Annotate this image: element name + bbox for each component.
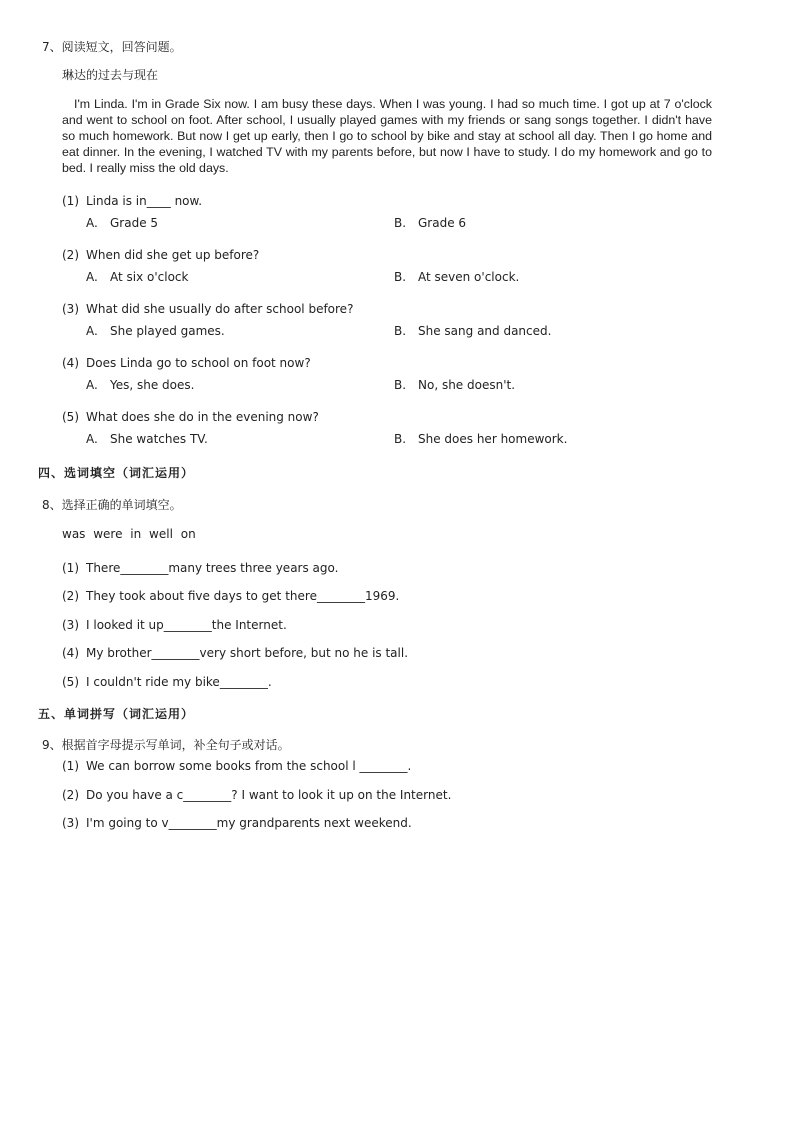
option-b[interactable]: She sang and danced. <box>418 324 552 338</box>
item-text: Linda is in____ now. <box>86 194 203 208</box>
item-number: (5) <box>62 675 79 689</box>
item-number: (3) <box>62 618 79 632</box>
section-heading-5: 五、单词拼写（词汇运用） <box>38 707 195 721</box>
question-9-header <box>42 738 290 753</box>
option-a-label[interactable]: A. <box>86 324 98 338</box>
option-b[interactable]: Grade 6 <box>418 216 467 230</box>
item-number: (4) <box>62 646 79 660</box>
item-number: (1) <box>62 561 79 575</box>
option-a[interactable]: She played games. <box>110 324 225 338</box>
item-text: Do you have a c________? I want to look it up on the Internet. <box>86 788 452 802</box>
option-a-label[interactable]: A. <box>86 432 98 446</box>
item-text: What does she do in the evening now? <box>86 410 319 424</box>
question-8-header <box>42 498 182 513</box>
section-heading-4: 四、选词填空（词汇运用） <box>38 466 195 480</box>
item-text: We can borrow some books from the school l ________. <box>86 759 412 773</box>
option-a-label[interactable]: A. <box>86 216 98 230</box>
word-bank: was were in well on <box>62 527 196 541</box>
item-text: Does Linda go to school on foot now? <box>86 356 311 370</box>
option-a[interactable]: Yes, she does. <box>110 378 195 392</box>
item-number: (3) <box>62 302 79 316</box>
question-number: 9、 <box>42 738 62 752</box>
question-number: 7、 <box>42 40 62 54</box>
option-b[interactable]: At seven o'clock. <box>418 270 520 284</box>
passage-title: 琳达的过去与现在 <box>62 68 159 82</box>
option-b[interactable]: No, she doesn't. <box>418 378 516 392</box>
item-number: (2) <box>62 589 79 603</box>
item-number: (1) <box>62 759 79 773</box>
item-number: (2) <box>62 788 79 802</box>
item-text: When did she get up before? <box>86 248 260 262</box>
item-text: There________many trees three years ago. <box>86 561 339 575</box>
option-b[interactable]: She does her homework. <box>418 432 568 446</box>
item-text: They took about five days to get there________1969. <box>86 589 400 603</box>
item-text: What did she usually do after school before? <box>86 302 354 316</box>
item-text: I couldn't ride my bike________. <box>86 675 272 689</box>
option-a-label[interactable]: A. <box>86 378 98 392</box>
option-b-label[interactable]: B. <box>394 270 407 284</box>
question-number: 8、 <box>42 498 62 512</box>
option-b-label[interactable]: B. <box>394 216 407 230</box>
item-number: (2) <box>62 248 79 262</box>
option-a[interactable]: At six o'clock <box>110 270 189 284</box>
option-a[interactable]: Grade 5 <box>110 216 159 230</box>
option-b-label[interactable]: B. <box>394 378 407 392</box>
option-a[interactable]: She watches TV. <box>110 432 208 446</box>
item-number: (1) <box>62 194 79 208</box>
item-text: I'm going to v________my grandparents next weekend. <box>86 816 412 830</box>
item-number: (3) <box>62 816 79 830</box>
option-a-label[interactable]: A. <box>86 270 98 284</box>
question-7-header <box>42 40 182 55</box>
item-number: (4) <box>62 356 79 370</box>
question-instruction: 阅读短文，回答问题。 <box>61 40 182 54</box>
option-b-label[interactable]: B. <box>394 432 407 446</box>
question-instruction: 选择正确的单词填空。 <box>61 498 182 512</box>
reading-passage: I'm Linda. I'm in Grade Six now. I am busy these days. When I was young. I had so much time. I got up at 7 o'clock and went to school on foot. After school, I usually played games with my friends or sang songs together. I didn't have so much homework. But now I get up early, then I go to school by bike and stay at school all day. Then I go home and eat dinner. In the evening, I watched TV with my parents before, but now I have to study. I do my homework and go to bed. I really miss the old days. <box>62 97 712 175</box>
item-text: My brother________very short before, but no he is tall. <box>86 646 409 660</box>
item-number: (5) <box>62 410 79 424</box>
item-text: I looked it up________the Internet. <box>86 618 287 632</box>
option-b-label[interactable]: B. <box>394 324 407 338</box>
question-instruction: 根据首字母提示写单词，补全句子或对话。 <box>61 738 290 752</box>
